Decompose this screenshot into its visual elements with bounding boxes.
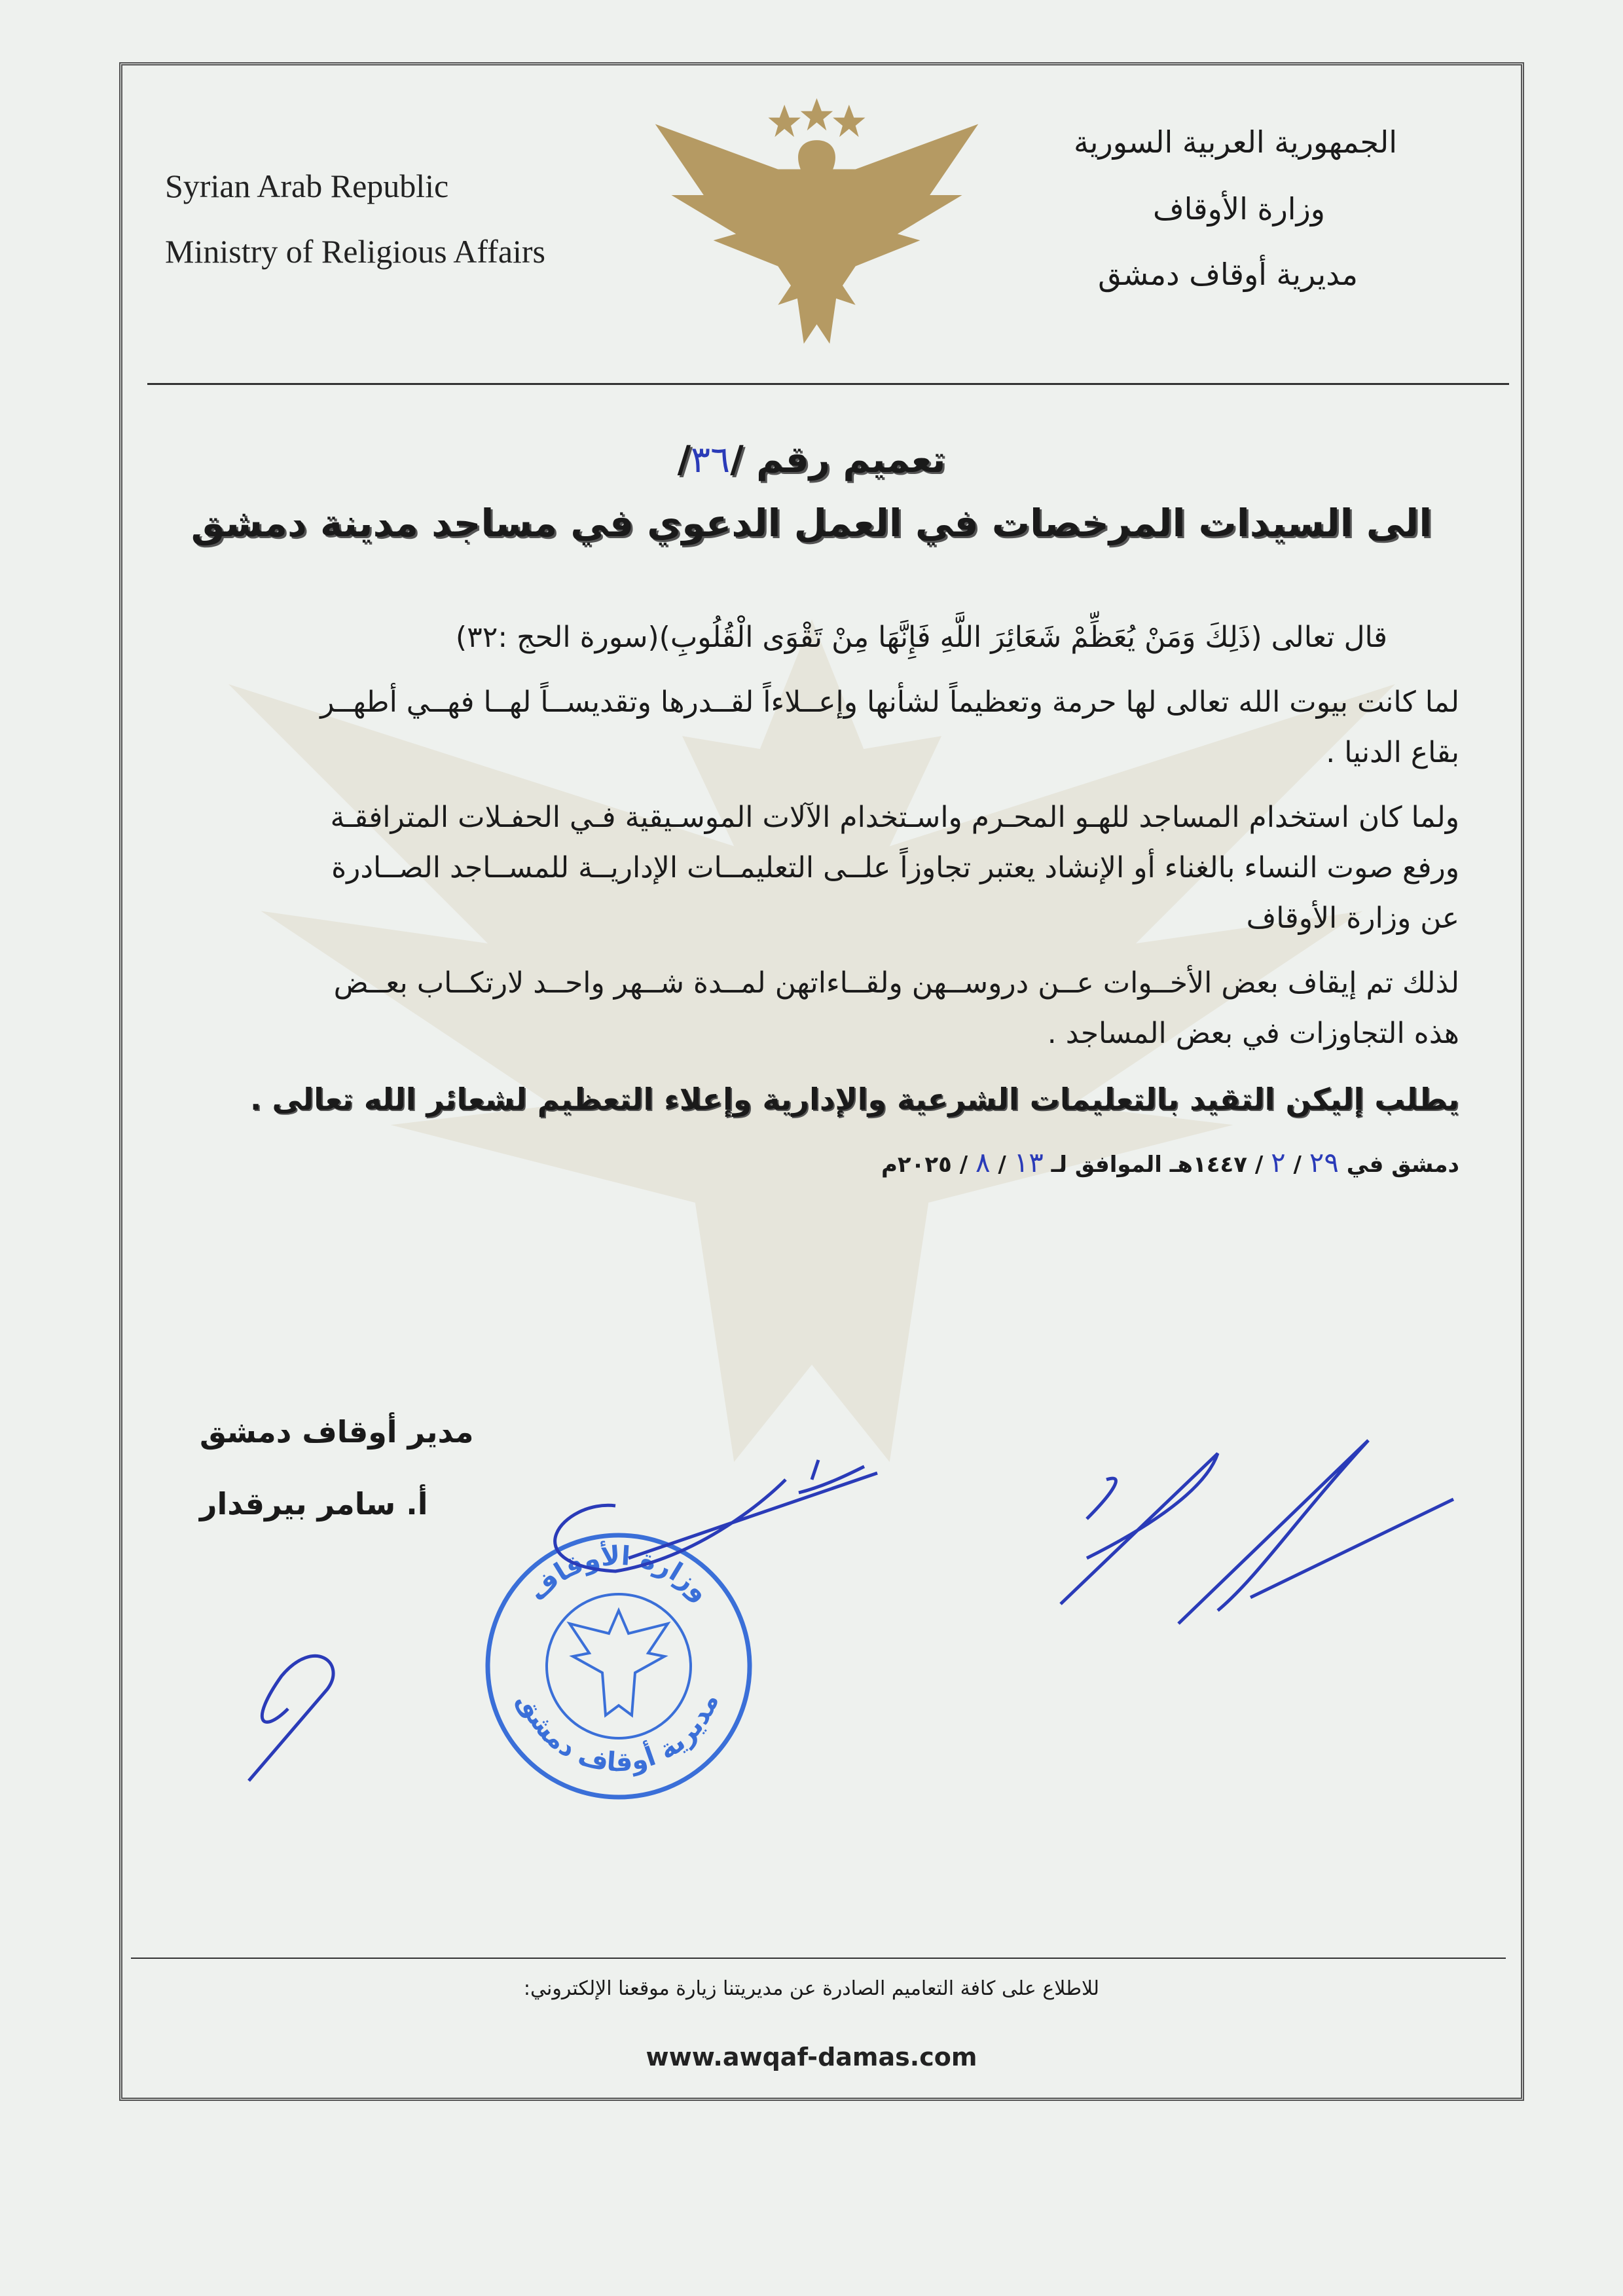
para3 (180, 958, 1459, 1059)
para3-line2: هذه التجاوزات في بعض المساجد . (1047, 1017, 1459, 1050)
para2-line3: عن وزارة الأوقاف (1246, 902, 1459, 935)
para3-line1: لذلك تم إيقاف بعض الأخــوات عــن دروســهن ولقــاءاتهن لمــدة شــهر واحــد لارتكــاب بعــض (333, 966, 1459, 1000)
hijri-day: ٢٩ (1309, 1146, 1339, 1178)
hijri-month: ٢ (1271, 1146, 1286, 1178)
footer-divider (131, 1958, 1506, 1959)
date-line: دمشق في ٢٩ / ٢ / ١٤٤٧هـ الموافق لـ ١٣ / ٨ / ٢٠٢٥م (881, 1146, 1459, 1178)
header-divider (147, 383, 1509, 385)
handwritten-signatures-icon (236, 1388, 1480, 1794)
greg-day: ١٣ (1013, 1146, 1044, 1178)
header-arabic-line2: وزارة الأوقاف (1152, 191, 1325, 227)
header-arabic-line1: الجمهورية العربية السورية (1074, 124, 1397, 160)
signatory-name: أ. سامر بيرقدار (200, 1486, 428, 1522)
header-arabic-line3: مديرية أوقاف دمشق (1098, 257, 1358, 292)
circular-label: تعميم رقم / (730, 439, 946, 481)
circular-number-handwritten: ٣٦ (691, 439, 731, 481)
eagle-emblem-icon (655, 98, 979, 344)
request-line: يطلب إليكن التقيد بالتعليمات الشرعية والإدارية وإعلاء التعظيم لشعائر الله تعالى . (250, 1082, 1459, 1117)
website-link[interactable]: www.awqaf-damas.com (646, 2043, 977, 2071)
date-prefix: دمشق في (1346, 1151, 1459, 1178)
stamp-top-text: وزارة الأوقاف (522, 1540, 716, 1607)
para1-line2: بقاع الدنيا . (1326, 736, 1459, 769)
circular-suffix: / (677, 439, 691, 481)
para2-line1: ولما كان استخدام المساجد للهـو المحـرم واسـتخدام الآلات الموسـيقية فـي الحفـلات المترافقـة (330, 801, 1459, 834)
para1-line1: لما كانت بيوت الله تعالى لها حرمة وتعظيماً لشأنها وإعــلاءاً لقــدرها وتقديســاً لهــا فهــي أطهــر (320, 685, 1459, 719)
para2-line2: ورفع صوت النساء بالغناء أو الإنشاد يعتبر تجاوزاً علــى التعليمــات الإداريــة للمســاجد الصــادرة (331, 851, 1459, 884)
para2 (180, 792, 1459, 943)
footer-note: للاطلاع على كافة التعاميم الصادرة عن مديريتنا زيارة موقعنا الإلكتروني: (523, 1977, 1100, 2000)
header-english-line1: Syrian Arab Republic (165, 168, 449, 204)
header-english-line2: Ministry of Religious Affairs (165, 233, 546, 270)
stamp-bottom-text: مديرية أوقاف دمشق (512, 1688, 725, 1778)
circular-number (0, 439, 1623, 481)
para1 (180, 677, 1459, 778)
hijri-year: / ١٤٤٧هـ الموافق لـ (1051, 1151, 1264, 1178)
letter-body (180, 612, 1459, 1199)
addressee-heading: الى السيدات المرخصات في العمل الدعوي في مساجد مدينة دمشق (191, 501, 1432, 545)
greg-year: / ٢٠٢٥م (881, 1151, 968, 1178)
signatory-title: مدير أوقاف دمشق (200, 1414, 474, 1449)
greg-month: ٨ (976, 1146, 991, 1178)
quran-verse: قال تعالى (ذَلِكَ وَمَنْ يُعَظِّمْ شَعَائِرَ اللَّهِ فَإِنَّهَا مِنْ تَقْوَى الْقُلُوبِ)(سورة الحج :٣٢) (455, 621, 1387, 654)
